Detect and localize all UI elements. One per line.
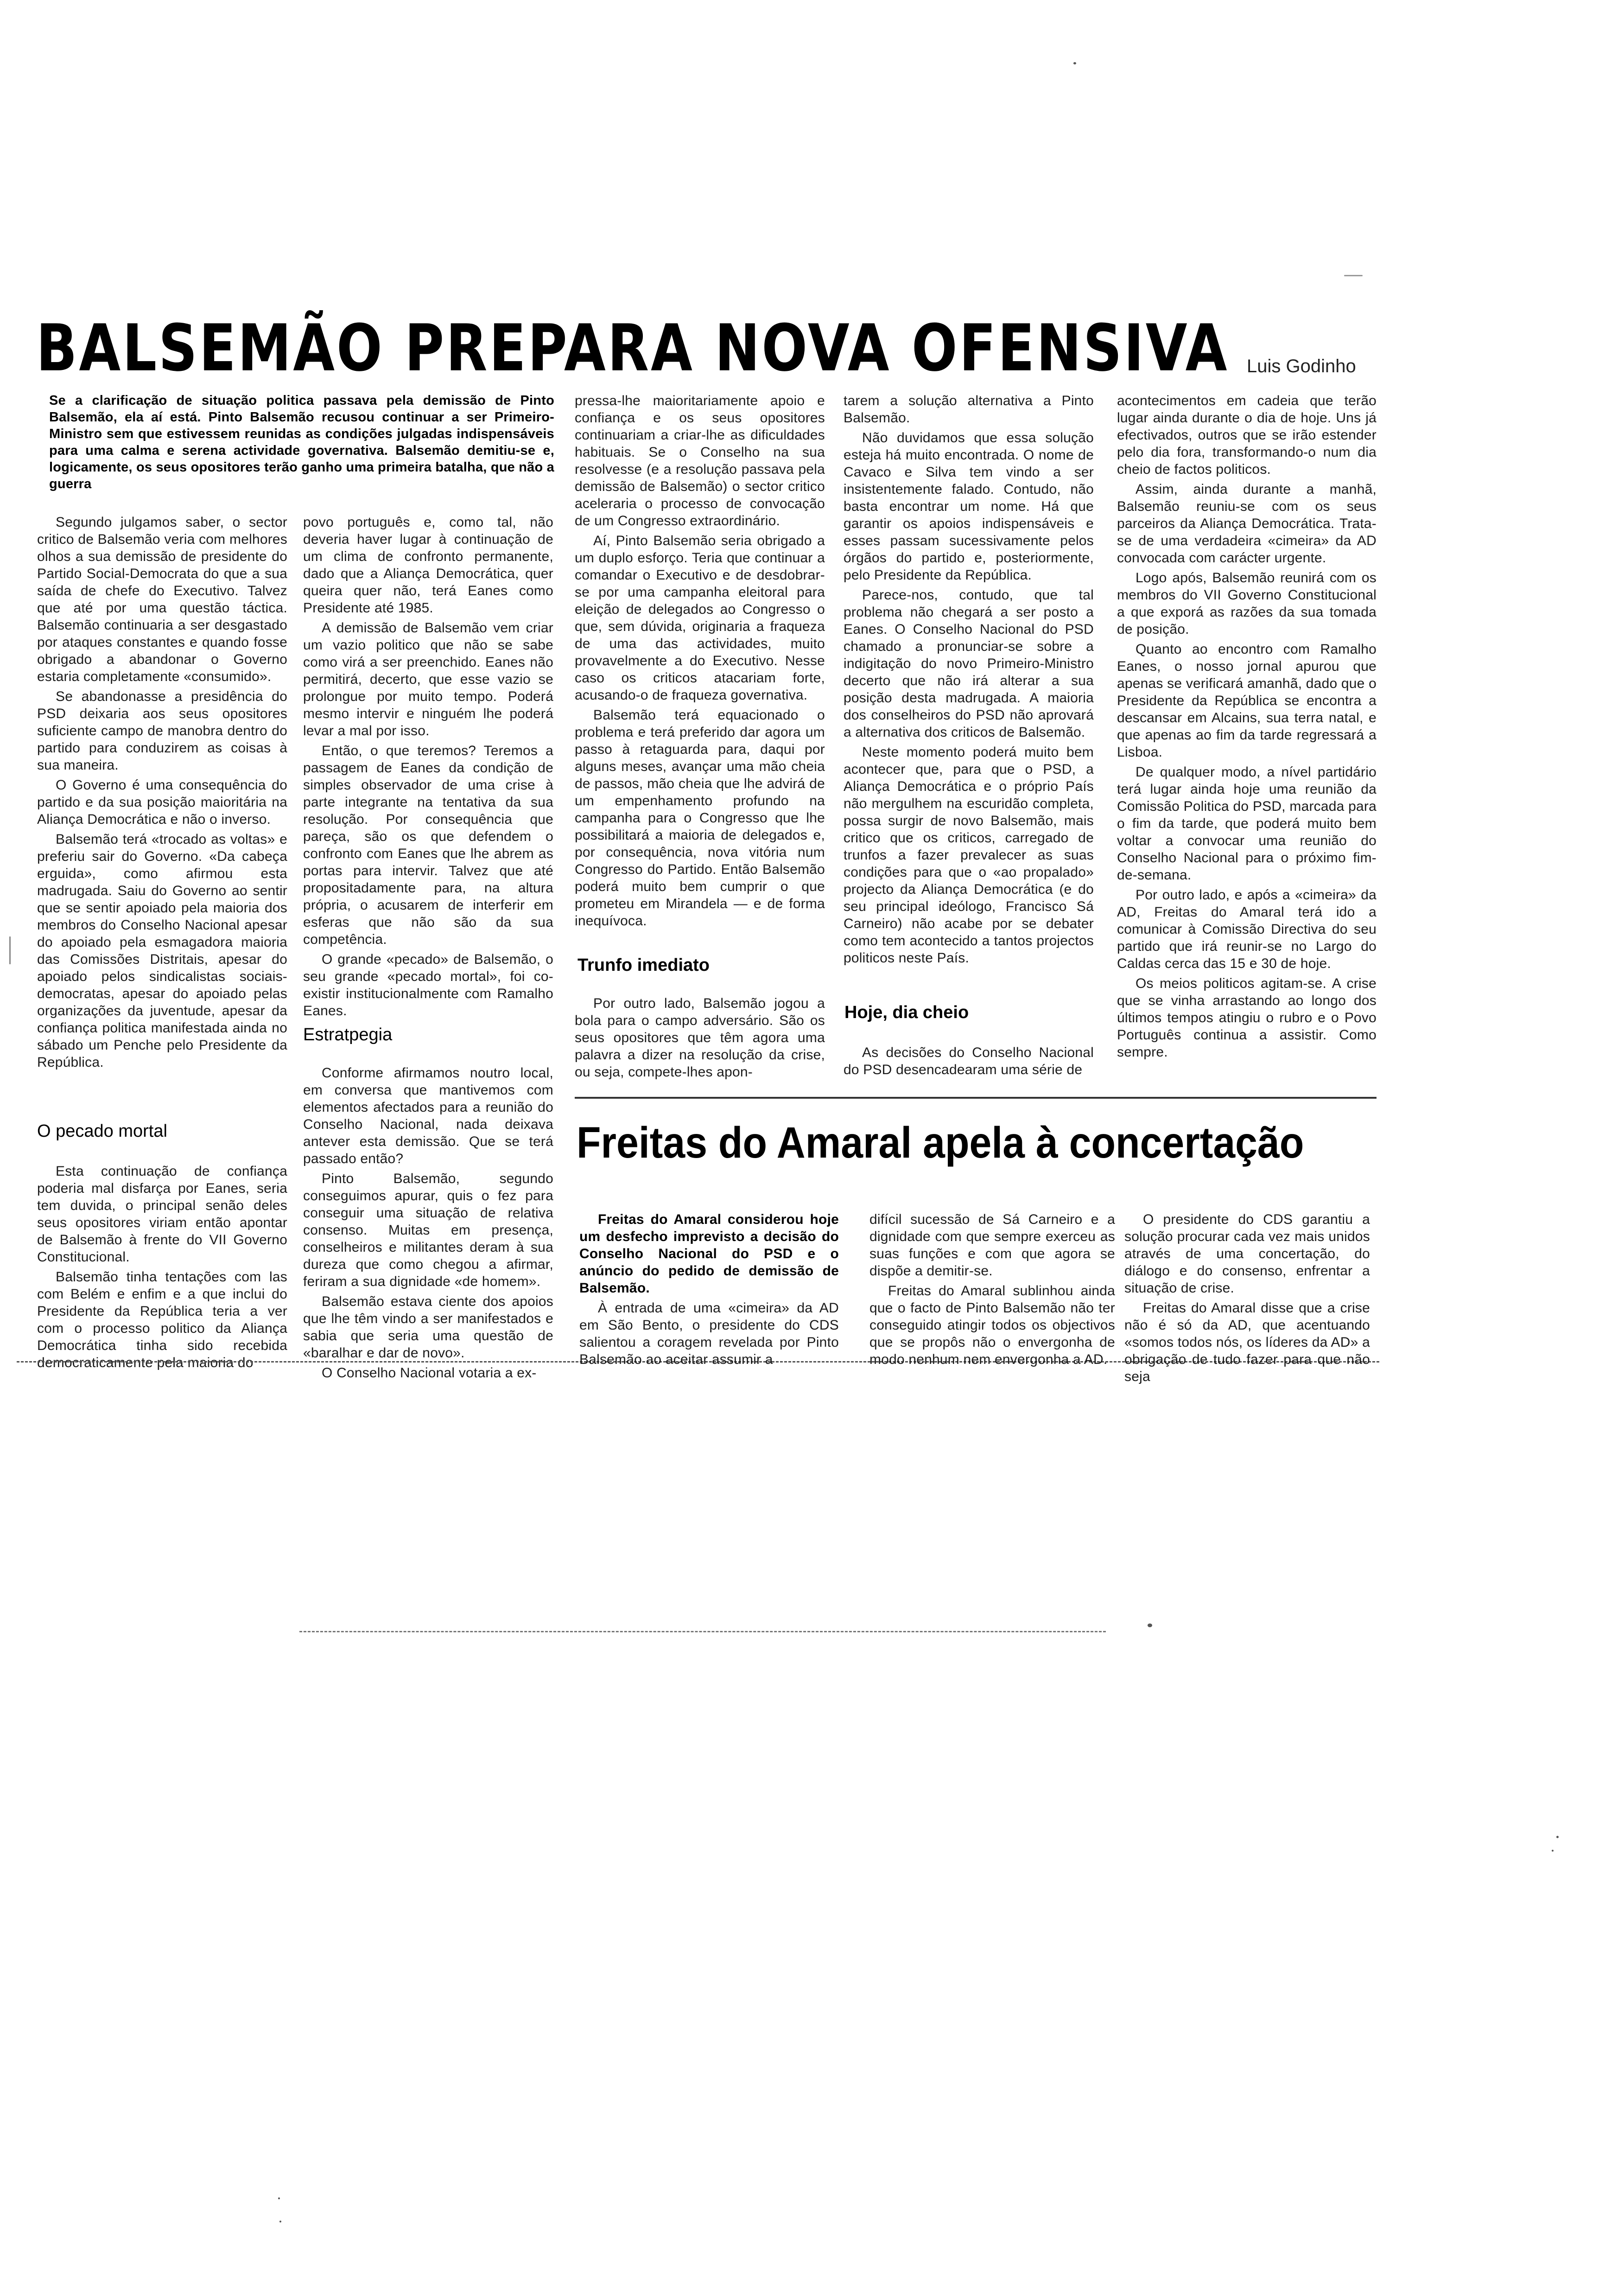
lower-dotted-rule: [299, 1631, 1106, 1632]
sidebar-lead: Freitas do Amaral considerou hoje um desfecho imprevisto a decisão do Conselho Nacional do PSD e o anúncio do pedido de demissão de Balsemão.: [579, 1212, 839, 1296]
paragraph: Balsemão estava ciente dos apoios que lhe têm vindo a ser manifestados e sabia que seria uma questão de «baralhar e dar de novo».: [303, 1294, 553, 1361]
paragraph: Por outro lado, e após a «cimeira» da AD, Freitas do Amaral terá ido a comunicar à Comissão Directiva do seu partido que irá reunir-se no Largo do Caldas cerca das 15 e 30 de hoje.: [1117, 887, 1377, 971]
paragraph: Por outro lado, Balsemão jogou a bola para o campo adversário. São os seus opositores que têm agora uma palavra a dizer na resolução da crise, ou seja, compete-lhes apon-: [575, 996, 825, 1080]
subheading-hoje-dia-cheio: Hoje, dia cheio: [844, 1003, 969, 1022]
paragraph: O Governo é uma consequência do partido e da sua posição maioritária na Aliança Democrática e não o inverso.: [37, 777, 287, 827]
scan-speck: [278, 2197, 280, 2199]
paragraph: O presidente do CDS garantiu a solução procurar cada vez mais unidos através de uma concertação, do diálogo e do consenso, enfrentar a situação de crise.: [1124, 1212, 1370, 1296]
article-headline: BALSEMÃO PREPARA NOVA OFENSIVA: [36, 311, 1229, 386]
paragraph: Parece-nos, contudo, que tal problema não chegará a ser posto a Eanes. O Conselho Nacional do PSD chamado a pronunciar-se sobre a indigitação do novo Primeiro-Ministro decerto que não irá alterar a sua posição desta madrugada. A maioria dos conselheiros do PSD não aprovará a alternativa dos criticos de Balsemão.: [844, 587, 1094, 740]
subheading-trunfo-imediato: Trunfo imediato: [577, 955, 710, 975]
scan-speck: [1556, 1836, 1559, 1838]
paragraph: Se abandonasse a presidência do PSD deixaria aos seus opositores suficiente campo de manobra dentro do partido para conduzirem as coisas à sua maneira.: [37, 689, 287, 773]
paragraph: Balsemão terá «trocado as voltas» e preferiu sair do Governo. «Da cabeça erguida», como afirmou esta madrugada. Saiu do Governo ao sentir que se sentir apoiado pela maioria dos membros do Conselho Nacional apesar do apoiado pela esmagadora maioria das Comissões Distritais, apesar do apoiado pelos sindicalistas sociais-democratas, apesar do apoiado pelas organizações da juventude, apesar da confiança politica manifestada ainda no sábado um Penche pelo Presidente da República.: [37, 832, 287, 1070]
article-column-2b: [303, 1064, 553, 1384]
paragraph: O Conselho Nacional votaria a ex-: [322, 1365, 537, 1381]
scan-speck: [1073, 62, 1076, 64]
article-column-1b: [37, 1163, 287, 1374]
paragraph: Quanto ao encontro com Ramalho Eanes, o nosso jornal apurou que apenas se verificará amanhã, dado que o Presidente da República se encontra a descansar em Alcains, sua terra natal, e que apenas ao fim da tarde regressará a Lisboa.: [1117, 642, 1377, 760]
article-column-3b: [575, 995, 825, 1083]
box-top-rule: [575, 1097, 1377, 1099]
paragraph: O grande «pecado» de Balsemão, o seu grande «pecado mortal», foi co-existir institucionalmente com Ramalho Eanes.: [303, 952, 553, 1019]
scan-speck: [1344, 275, 1363, 276]
paragraph: Balsemão terá equacionado o problema e terá preferido dar agora um passo à retaguarda para, daqui por alguns meses, avançar uma mão cheia de passos, mão cheia que lhe advirá de um empenhamento profundo na campanha para o Congresso que lhe possibilitará a maioria de delegados e, por consequência, nova vitória num Congresso do Partido. Então Balsemão poderá muito bem cumprir o que prometeu em Mirandela — e de forma inequívoca.: [575, 707, 825, 929]
paragraph: acontecimentos em cadeia que terão lugar ainda durante o dia de hoje. Uns já efectivados, outros que se irão estender pelo dia fora, transformando-o num dia cheio de factos politicos.: [1117, 393, 1377, 477]
scan-speck: [1552, 1850, 1554, 1852]
paragraph: Logo após, Balsemão reunirá com os membros do VII Governo Constitucional a que exporá as razões da sua tomada de posição.: [1117, 570, 1377, 637]
scan-speck: [279, 2221, 281, 2222]
subheading-pecado-mortal: O pecado mortal: [37, 1121, 167, 1141]
article-column-4b: [844, 1044, 1094, 1081]
paragraph: Os meios politicos agitam-se. A crise que se vinha arrastando ao longo dos últimos tempos atingiu o rubro e o Povo Português continua a assistir. Como sempre.: [1117, 976, 1377, 1060]
paragraph: pressa-lhe maioritariamente apoio e confiança e os seus opositores continuariam a criar-lhe as dificuldades habituais. Se o Conselho na sua resolvesse (e a resolução passava pela demissão de Balsemão) o sector critico aceleraria o processo de convocação de um Congresso extraordinário.: [575, 393, 825, 528]
sidebar-headline: Freitas do Amaral apela à concertação: [577, 1118, 1304, 1167]
paragraph: Neste momento poderá muito bem acontecer que, para que o PSD, a Aliança Democrática e o próprio País não mergulhem na escuridão completa, possa surgir de novo Balsemão, mais critico que os criticos, carregado de trunfos a fazer prevalecer as suas condições para que o «ao propalado» projecto da Aliança Democrática (e do seu principal ideólogo, Francisco Sá Carneiro) não acabe por se debater como tem acontecido a tantos projectos politicos neste País.: [844, 745, 1094, 966]
paragraph: A demissão de Balsemão vem criar um vazio politico que não se sabe como virá a ser preenchido. Eanes não permitirá, decerto, que esse vazio se prolongue por muito tempo. Poderá mesmo intervir e ninguém lhe poderá levar a mal por isso.: [303, 620, 553, 739]
paragraph: Aí, Pinto Balsemão seria obrigado a um duplo esforço. Teria que continuar a comandar o Executivo e de desdobrar-se por uma campanha eleitoral para eleição de delegados ao Congresso o que, sem dúvida, originaria a fraqueza de uma das actividades, muito provavelmente a do Executivo. Nesse caso os criticos atacariam forte, acusando-o de fraqueza governativa.: [575, 533, 825, 703]
paragraph: Não duvidamos que essa solução esteja há muito encontrada. O nome de Cavaco e Silva tem vindo a ser insistentemente falado. Contudo, não basta encontrar um nome. Há que garantir os apoios indispensáveis e esses passam sucessivamente pelos órgãos do partido e, posteriormente, pelo Presidente da República.: [844, 430, 1094, 583]
paragraph: Segundo julgamos saber, o sector critico de Balsemão veria com melhores olhos a sua demissão de presidente do Partido Social-Democrata do que a sua saída de chefe do Executivo. Talvez que até por uma questão táctica. Balsemão continuaria a ser desgastado por ataques constantes e quando fosse obrigado a abandonar o Governo estaria completamente «consumido».: [37, 515, 287, 684]
article-byline: Luis Godinho: [1247, 356, 1356, 376]
paragraph: Então, o que teremos? Teremos a passagem de Eanes da condição de simples observador de uma crise à parte integrante na tentativa da sua resolução. Por consequência que pareça, são os que defendem o confronto com Eanes que lhe abrem as portas para intervir. Talvez que até propositadamente para, na altura própria, o acusarem de interferir em esferas que não são da sua competência.: [303, 743, 553, 947]
paragraph: De qualquer modo, a nível partidário terá lugar ainda hoje uma reunião da Comissão Politica do PSD, marcada para o fim da tarde, que poderá muito bem voltar a convocar uma reunião do Conselho Nacional para o próximo fim-de-semana.: [1117, 764, 1377, 883]
article-lead: [49, 392, 554, 495]
article-column-3: [575, 392, 825, 932]
scan-speck: [9, 936, 11, 964]
article-column-2: [303, 514, 553, 1022]
paragraph: Conforme afirmamos noutro local, em conversa que mantivemos com elementos afectados para a reunião do Conselho Nacional, nada deixava antever esta demissão. Que se terá passado então?: [303, 1065, 553, 1166]
scan-speck: [1148, 1624, 1152, 1627]
paragraph: As decisões do Conselho Nacional do PSD desencadearam uma série de: [844, 1045, 1094, 1077]
sidebar-column-1: [579, 1211, 839, 1371]
paragraph: Esta continuação de confiança poderia mal disfarça por Eanes, seria tem duvida, o principal senão deles seus opositores viriam então apontar de Balsemão à frente do VII Governo Constitucional.: [37, 1164, 287, 1265]
article-column-5: [1117, 392, 1377, 1063]
paragraph: povo português e, como tal, não deveria haver lugar à continuação de um clima de confronto permanente, dado que a Aliança Democrática, quer queira quer não, terá Eanes como Presidente até 1985.: [303, 515, 553, 616]
subheading-estrategia: Estratpegia: [303, 1025, 393, 1044]
paragraph: Balsemão tinha tentações com las com Belém e enfim e a que inclui do Presidente da República teria a ver com o processo politico da Aliança Democrática tinha sido recebida democraticamente pela maioria do: [37, 1269, 287, 1370]
lead-text: Se a clarificação de situação politica passava pela demissão de Pinto Balsemão, ela aí está. Pinto Balsemão recusou continuar a ser Primeiro-Ministro sem que estivessem reunidas as condições julgadas indispensáveis para uma calma e serena actividade governativa. Balsemão demitiu-se e, logicamente, os seus opositores terão ganho uma primeira batalha, que não a guerra: [49, 393, 554, 491]
paragraph: tarem a solução alternativa a Pinto Balsemão.: [844, 393, 1094, 426]
article-column-1: [37, 514, 287, 1074]
paragraph: difícil sucessão de Sá Carneiro e a dignidade com que sempre exerceu as suas funções e com que agora se dispõe a demitir-se.: [869, 1212, 1115, 1279]
paragraph: À entrada de uma «cimeira» da AD em São Bento, o presidente do CDS salientou a coragem revelada por Pinto Balsemão ao aceitar assumir a: [579, 1300, 839, 1367]
sidebar-column-3: [1124, 1211, 1370, 1388]
paragraph: Assim, ainda durante a manhã, Balsemão reuniu-se com os seus parceiros da Aliança Democrática. Trata-se de uma verdadeira «cimeira» da AD convocada com carácter urgente.: [1117, 482, 1377, 566]
paragraph: Pinto Balsemão, segundo conseguimos apurar, quis o fez para conseguir uma situação de relativa consenso. Muitas em presença, conselheiros e militantes deram à sua dureza que como chegou a afirmar, feriram a sua dignidade «de homem».: [303, 1171, 553, 1289]
paragraph: Freitas do Amaral sublinhou ainda que o facto de Pinto Balsemão não ter conseguido atingir todos os objectivos que se propôs não o envergonha de modo nenhum nem envergonha a AD.: [869, 1283, 1115, 1367]
sidebar-column-2: [869, 1211, 1115, 1371]
paragraph: Freitas do Amaral disse que a crise não é só da AD, que acentuando «somos todos nós, os líderes da AD» a obrigação de tudo fazer para que não seja: [1124, 1300, 1370, 1384]
article-column-4: [844, 392, 1094, 969]
